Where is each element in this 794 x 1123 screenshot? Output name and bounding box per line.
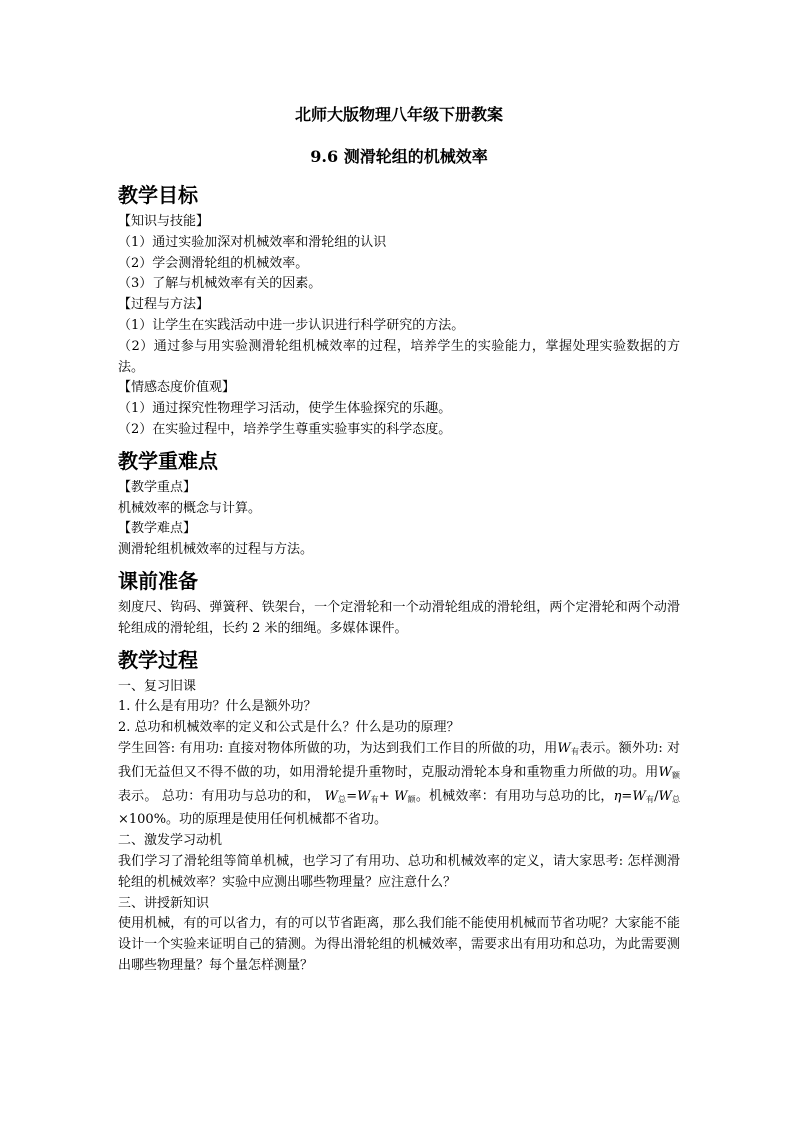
method-label: 【过程与方法】: [118, 297, 210, 313]
prep-text: 刻度尺、钩码、弹簧秤、铁架台，一个定滑轮和一个动滑轮组成的滑轮组，两个定滑轮和两个动滑轮组成的滑轮组，长约 2 米的细绳。多媒体课件。: [118, 599, 680, 636]
process-heading: 教学过程: [118, 647, 198, 672]
lesson-title: 9.6 测滑轮组的机械效率: [310, 147, 488, 166]
useful-subscript: 有: [570, 746, 580, 756]
review-question-2: 2. 总功和机械效率的定义和公式是什么？什么是功的原理？: [118, 720, 460, 736]
attitude-label: 【情感态度价值观】: [118, 380, 236, 396]
section-review-title: 一、复习旧课: [118, 678, 197, 694]
total-subscript: 总: [671, 794, 681, 804]
focus-text: 机械效率的概念与计算。: [118, 500, 262, 516]
eta-symbol: η: [613, 788, 622, 804]
attitude-item-2: （2）在实验过程中，培养学生尊重实验事实的科学态度。: [118, 421, 452, 437]
w-symbol: W: [557, 740, 571, 756]
answer-part-d: 。机械效率：有用功与总功的比，: [415, 788, 614, 804]
w-symbol: W: [357, 788, 371, 804]
total-subscript: 总: [337, 794, 347, 804]
document-title: 北师大版物理八年级下册教案: [294, 105, 503, 124]
w-symbol: W: [658, 788, 672, 804]
knowledge-label: 【知识与技能】: [118, 214, 210, 229]
review-question-1: 1. 什么是有用功？什么是额外功？: [118, 699, 317, 715]
w-symbol: W: [632, 788, 646, 804]
document-page: [118, 104, 680, 977]
knowledge-item-2: （2）学会测滑轮组的机械效率。: [118, 255, 309, 271]
answer-part-a: 学生回答: 有用功: 直接对物体所做的功，为达到我们工作目的所做的功，用: [118, 740, 558, 756]
new-knowledge-text: 使用机械，有的可以省力，有的可以节省距离，那么我们能不能使用机械而节省功呢？大家能不能设计一个实验来证明自己的猜测。为得出滑轮组的机械效率，需要求出有用功和总功，为此需要测出哪些物理量？每个量怎样测量？: [118, 916, 680, 973]
plus-sign: +: [378, 788, 395, 804]
extra-subscript: 额: [407, 794, 416, 804]
section-motivation-title: 二、激发学习动机: [118, 833, 223, 849]
knowledge-item-1: （1）通过实验加深对机械效率和滑轮组的认识: [118, 234, 387, 250]
extra-subscript: 额: [671, 770, 680, 780]
section-new-knowledge-title: 三、讲授新知识: [118, 895, 210, 911]
difficulty-label: 【教学难点】: [118, 521, 197, 537]
useful-subscript: 有: [370, 794, 379, 804]
method-item-2: （2）通过参与用实验测滑轮组机械效率的过程，培养学生的实验能力，掌握处理实验数据的方法。: [118, 338, 680, 375]
motivation-text: 我们学习了滑轮组等简单机械，也学习了有用功、总功和机械效率的定义，请大家思考: 怎样测滑轮组的机械效率？实验中应测出哪些物理量？应注意什么？: [118, 853, 680, 890]
method-item-1: （1）让学生在实践活动中进一步认识进行科学研究的方法。: [118, 317, 465, 333]
equals-sign: =: [621, 788, 633, 804]
w-symbol: W: [324, 788, 338, 804]
prep-heading: 课前准备: [118, 568, 198, 593]
answer-part-b: 表示。额外功: 对我们无益但又不得不做的功，如用滑轮提升重物时，克服动滑轮本身和重物重力所做的功。用: [118, 740, 681, 780]
difficulty-text: 测滑轮组机械效率的过程与方法。: [118, 542, 314, 558]
attitude-item-1: （1）通过探究性物理学习活动，使学生体验探究的乐趣。: [118, 401, 452, 417]
w-symbol: W: [394, 788, 408, 804]
equals-sign: =: [346, 788, 358, 804]
w-symbol: W: [658, 764, 672, 780]
student-answer: [118, 739, 680, 831]
useful-subscript: 有: [645, 794, 655, 804]
answer-part-e: ×100%。功的原理是使用任何机械都不省功。: [118, 812, 388, 828]
keypoints-heading: 教学重难点: [118, 448, 218, 473]
answer-part-c: 表示。 总功：有用功与总功的和，: [118, 788, 325, 804]
focus-label: 【教学重点】: [118, 479, 197, 495]
knowledge-item-3: （3）了解与机械效率有关的因素。: [118, 276, 322, 292]
slash-sign: /: [654, 788, 659, 804]
objectives-heading: 教学目标: [118, 183, 198, 207]
